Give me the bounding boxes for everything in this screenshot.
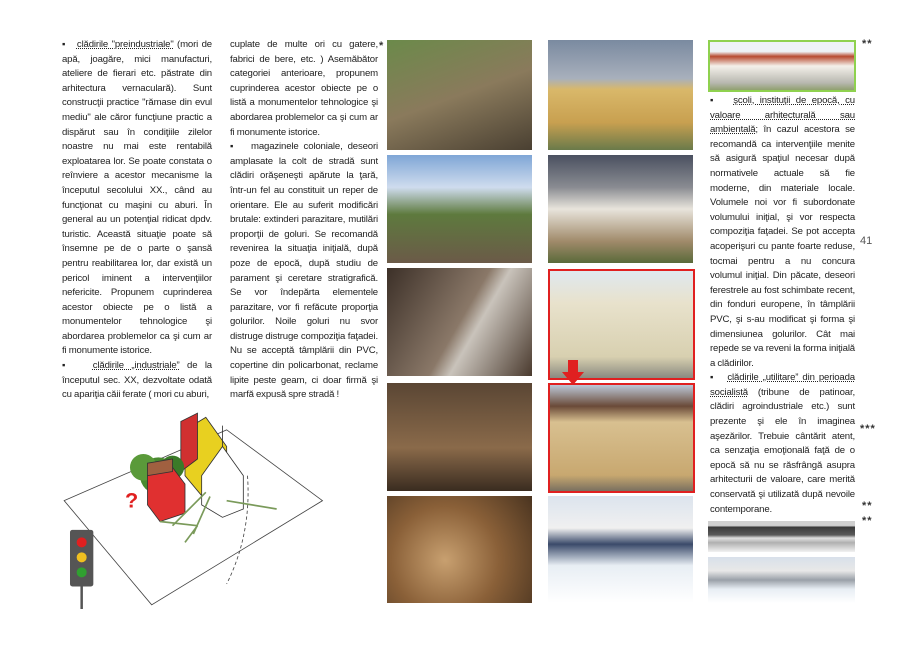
text-column-2	[230, 38, 378, 403]
bullet: ▪	[230, 141, 237, 153]
photo-industrial-mill	[548, 40, 693, 150]
left-text-area	[60, 38, 378, 613]
photo-school-building	[708, 40, 856, 92]
footnote-mark: **	[862, 500, 873, 512]
paragraph: cuplate de multe ori cu gatere, fabrici de bere, etc. ) Asemăbător categoriei anterioare, propunem cuprinderea acestor obiecte pe o listă a monumentelor tehnologice şi abordarea problemelor ca şi cum ar fi monumente istorice.	[230, 39, 378, 138]
paragraph: magazinele coloniale, deseori amplasate la colt de stradă sunt clădiri orăşeneşti apărute la ţară, într-un fel au constituit un reper de orientare. Ele au suferit modificări brutale: extinderi parazitare, mutilări proporţii de goluri. Se recomandă revenirea la situaţia iniţială, după poze de epocă, după studiu de parament şi ceretare stratigrafică. Se vor îndepărta elementele parazitare, vor fi refăcute proporţia golurilor. Noile goluri nu svor distruge distruge compoziţia faţadei. Nu se acceptă tâmplării din PVC, copertine din policarbonat, reclame lipite peste geam, ci doar firmă şi marfă expusă spre stradă !	[230, 141, 378, 401]
diagram-building-volumes	[60, 409, 378, 613]
arrow-down-icon	[562, 360, 584, 386]
photo-wooden-gear	[387, 496, 532, 603]
paragraph: de la începutul sec. XX, dezvoltate odată cu apariţia căii ferate ( mori cu aburi,	[62, 360, 212, 401]
heading-industrial: clădirile „industriale”	[92, 360, 180, 372]
heading-utility: clădirile „utilitare” din perioada socialistă	[710, 372, 855, 398]
paragraph: (tribune de patinoar, clădiri agroindustriale etc.) sunt prezente şi ele în imaginea aşezărilor. Trebuie cântărit atent, ca senzaţia emoţională faţă de o epocă să nu se răsfrângă asupra arhitecturii de valoare, care merită conservată şi utilizată după nevoile contemporane.	[710, 386, 855, 515]
footnote-mark: *	[379, 40, 385, 52]
photo-historic-skating-rink	[708, 521, 855, 552]
photo-mill-interior	[387, 383, 532, 491]
heading-schools: şcoli, instituţii de epocă, cu valoare arhitecturală sau ambientală;	[710, 95, 855, 136]
text-column-1	[62, 38, 212, 403]
footnote-mark: **	[862, 38, 873, 50]
bullet: ▪	[62, 39, 67, 50]
right-column	[708, 94, 855, 603]
photo-watermill-waterfall	[387, 155, 532, 263]
photo-mill-interior-wheel	[387, 268, 532, 376]
footnote-mark: ***	[860, 423, 876, 435]
footnote-mark: **	[862, 515, 873, 527]
paragraph: (mori de apă, joagăre, mici manufacturi, ateliere de fierari etc. păstrate din arhitectura vernaculară). Sunt construcţii practice "rămase din evul mediu" ale căror funcţiune practic a dispărut sau în condiţiile zilelor noastre nu mai este rentabilă exploatarea lor. Se poate constata o reînviere a acestor mecanisme la începutul secolului XX., când au funcţionat cu maşini cu aburi. În general au un potenţial ridicat dpdv. turistic. Această situaţie poate să însemne pe de o parte o şansă pentru reabilitarea lor, dar există un pericol iminent a intervenţiilor nefericite. Propunem cuprinderea acestor obiecte pe o listă a monumentelor tehnologice şi abordarea problemelor ca şi cum ar fi monumente istorice.	[62, 39, 212, 357]
heading-preindustrial: clădirile "preindustriale"	[76, 39, 174, 50]
page-number: 41	[860, 235, 873, 247]
photo-modern-skating-rink	[708, 557, 855, 603]
photo-old-factory	[548, 155, 693, 263]
bullet: ▪	[710, 95, 717, 106]
bullet: ▪	[62, 360, 71, 372]
photo-ice-hockey-rink	[548, 496, 693, 603]
paragraph: în cazul acestora se recomandă ca intervenţiile menite să asigură spaţiul necesar după normativele actuale să fie moderne, din materiale locale. Volumele noi vor fi subordonate volumului iniţial, şi vor respecta compoziţia faţadei. Se pot accepta acoperişuri cu pante foarte reduse, tocmai pentru a nu concura volumul iniţial. Din păcate, deseori ferestrele au fost schimbate recent, din fonduri europene, în tâmplării PVC, şi s-au modificat şi forma şi dimensiunea golurilor. Cât mai repede se va reveni la forma iniţială a clădirilor.	[710, 124, 855, 369]
photo-colonial-shop-modified[interactable]	[548, 383, 695, 493]
photo-watermill-wheel	[387, 40, 532, 150]
bullet: ▪	[710, 372, 716, 384]
text-column-3	[708, 94, 855, 517]
question-mark: ?	[124, 487, 139, 513]
